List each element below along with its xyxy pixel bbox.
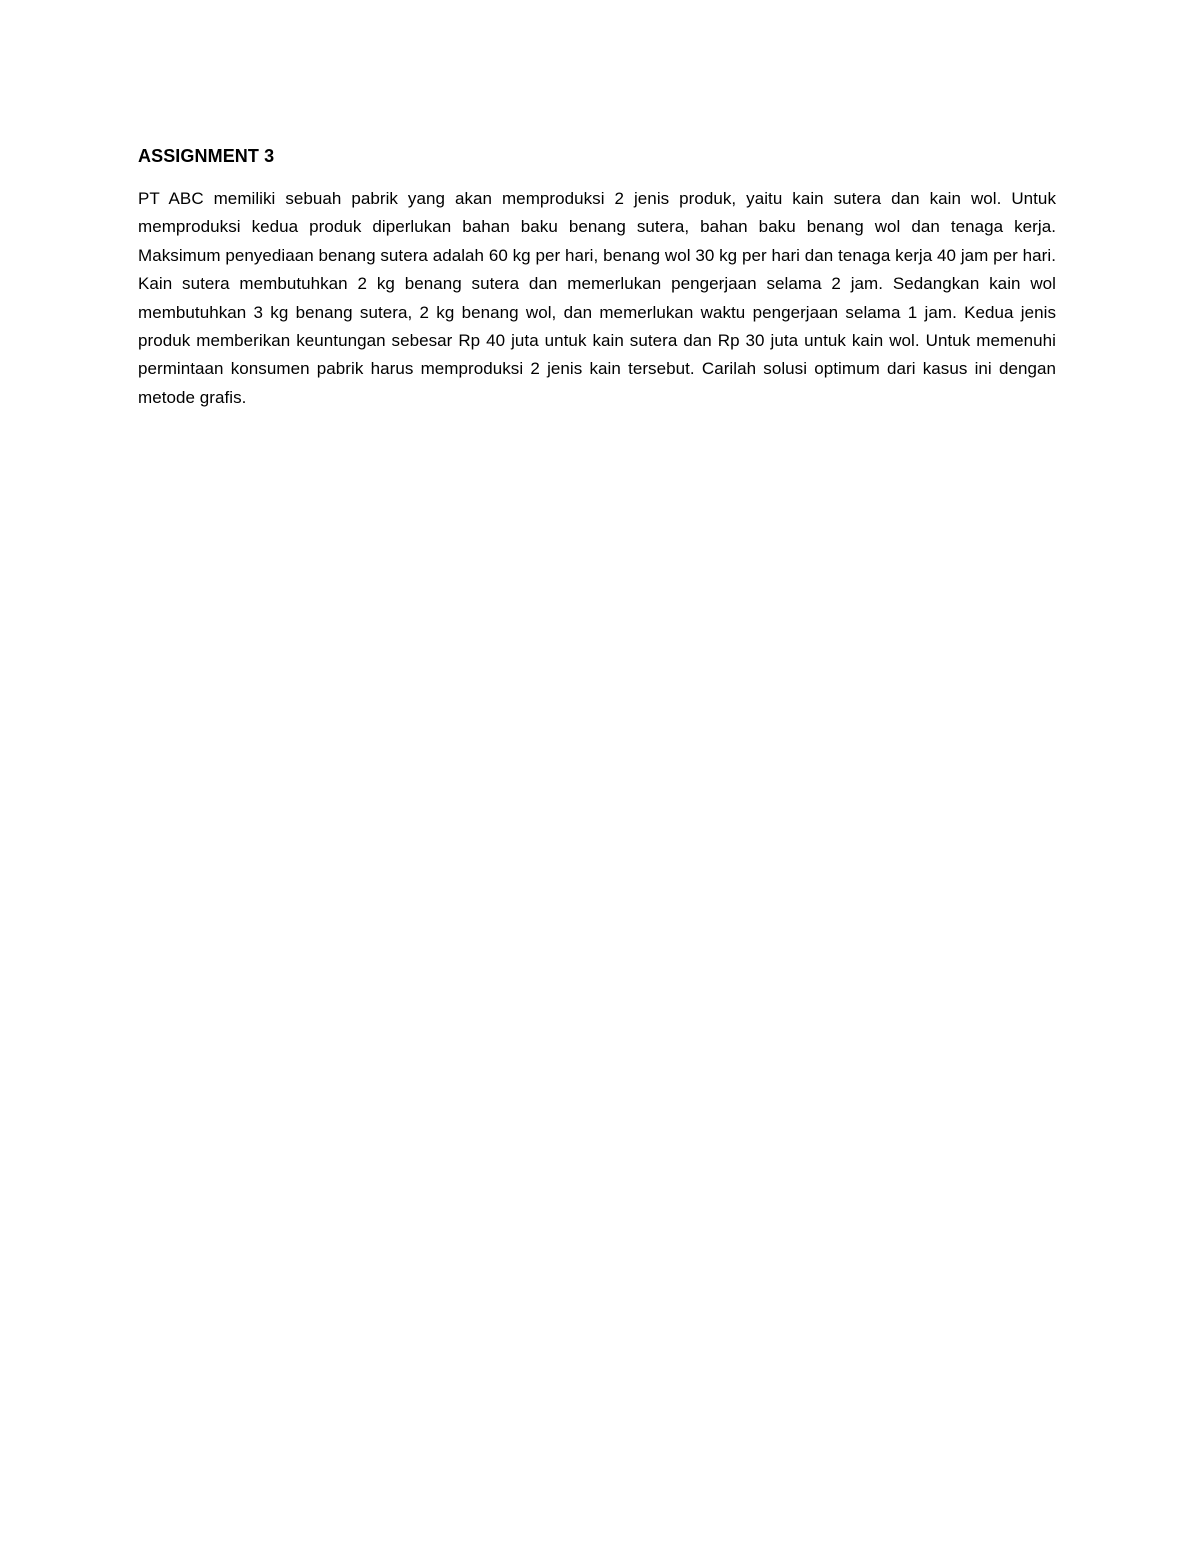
assignment-title: ASSIGNMENT 3: [138, 146, 275, 166]
assignment-paragraph: PT ABC memiliki sebuah pabrik yang akan memproduksi 2 jenis produk, yaitu kain sutera dan kain wol. Untuk memproduksi kedua produk diperlukan bahan baku benang sutera, bahan baku benang wol dan tenaga kerja. Maksimum penyediaan benang sutera adalah 60 kg per hari, benang wol 30 kg per hari dan tenaga kerja 40 jam per hari. Kain sutera membutuhkan 2 kg benang sutera dan memerlukan pengerjaan selama 2 jam. Sedangkan kain wol membutuhkan 3 kg benang sutera, 2 kg benang wol, dan memerlukan waktu pengerjaan selama 1 jam. Kedua jenis produk memberikan keuntungan sebesar Rp 40 juta untuk kain sutera dan Rp 30 juta untuk kain wol. Untuk memenuhi permintaan konsumen pabrik harus memproduksi 2 jenis kain tersebut. Carilah solusi optimum dari kasus ini dengan metode grafis.: [138, 189, 1056, 407]
document-content: [138, 143, 1056, 412]
